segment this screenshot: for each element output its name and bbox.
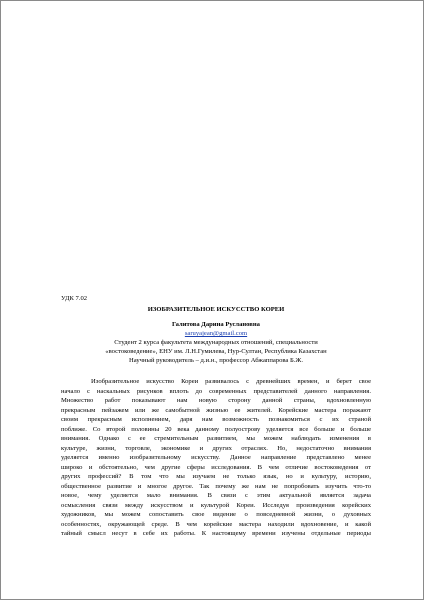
body-line: поближе. Со второй половины 20 века данному полуострову уделяется все больше и больше [61, 425, 371, 433]
body-line: культуре, жизни, торговле, экономике и других отраслях. Но, недостаточно внимания [61, 444, 371, 452]
body-line: общественное развитие и многое другое. Так почему же нам не попробовать изучить что-то [61, 482, 371, 490]
body-line: осмысления связи между искусством и культурой Кореи. Исследуя произведения корейских [61, 501, 371, 509]
article-body [61, 377, 371, 539]
affiliation-line-2: «востоковедение», ЕНУ им. Л.Н.Гумилева, Нур-Султан, Республика Казахстан [105, 348, 327, 355]
supervisor-line: Научный руководитель – д.и.н., профессор Абжаппарова Б.Ж. [129, 357, 303, 364]
udk-code: УДК 7.02 [61, 295, 88, 302]
document-content [61, 294, 371, 539]
body-line: начало с наскальных рисунков вплоть до современных представителей данного направления. [61, 387, 371, 395]
body-line: уделяется именно изобразительному искусству. Данное направление представлено менее [61, 454, 371, 461]
body-line: особенностях, окружающей среде. В чем корейские мастера находили вдохновение, и какой [61, 520, 371, 528]
body-line: прекрасным пейзажем или же самобытной жизнью ее жителей. Корейские мастера поражают [61, 406, 371, 414]
body-line: своим прекрасным исполнением, даря нам возможность познакомиться с их страной [61, 416, 371, 423]
body-line: внимания. Однако с ее стремительным развитием, мы можем наблюдать изменения в [61, 435, 371, 442]
body-line: новое, чему уделяется мало внимания. В связи с этим актуальной является задача [61, 492, 371, 499]
author-email-link[interactable]: saruyajean@gmail.com [184, 330, 248, 337]
body-line: других профессий? В том что мы изучаем не только язык, но и культуру, историю, [61, 473, 371, 480]
body-line: художников, мы можем сопоставить свое видение о повседневной жизни, о духовных [61, 511, 371, 518]
article-title: ИЗОБРАЗИТЕЛЬНОЕ ИСКУССТВО КОРЕИ [147, 306, 285, 313]
body-line: тайный смысл несут в себе их работы. К настоящему времени изучены отдельные периоды [61, 530, 371, 537]
body-line: широко и обстоятельно, чем другие сферы исследования. В чем отличие востоковедения от [61, 463, 371, 471]
affiliation-line-1: Студент 2 курса факультета международных отношений, специальности [114, 339, 318, 346]
body-line: Изобразительное искусство Кореи развивалось с древнейших времен, и берет свое [91, 378, 371, 385]
body-line: Множество работ показывают нам новую сторону данной страны, вдохновленную [61, 397, 371, 404]
author-name: Галитова Дарина Руслановна [172, 321, 260, 328]
